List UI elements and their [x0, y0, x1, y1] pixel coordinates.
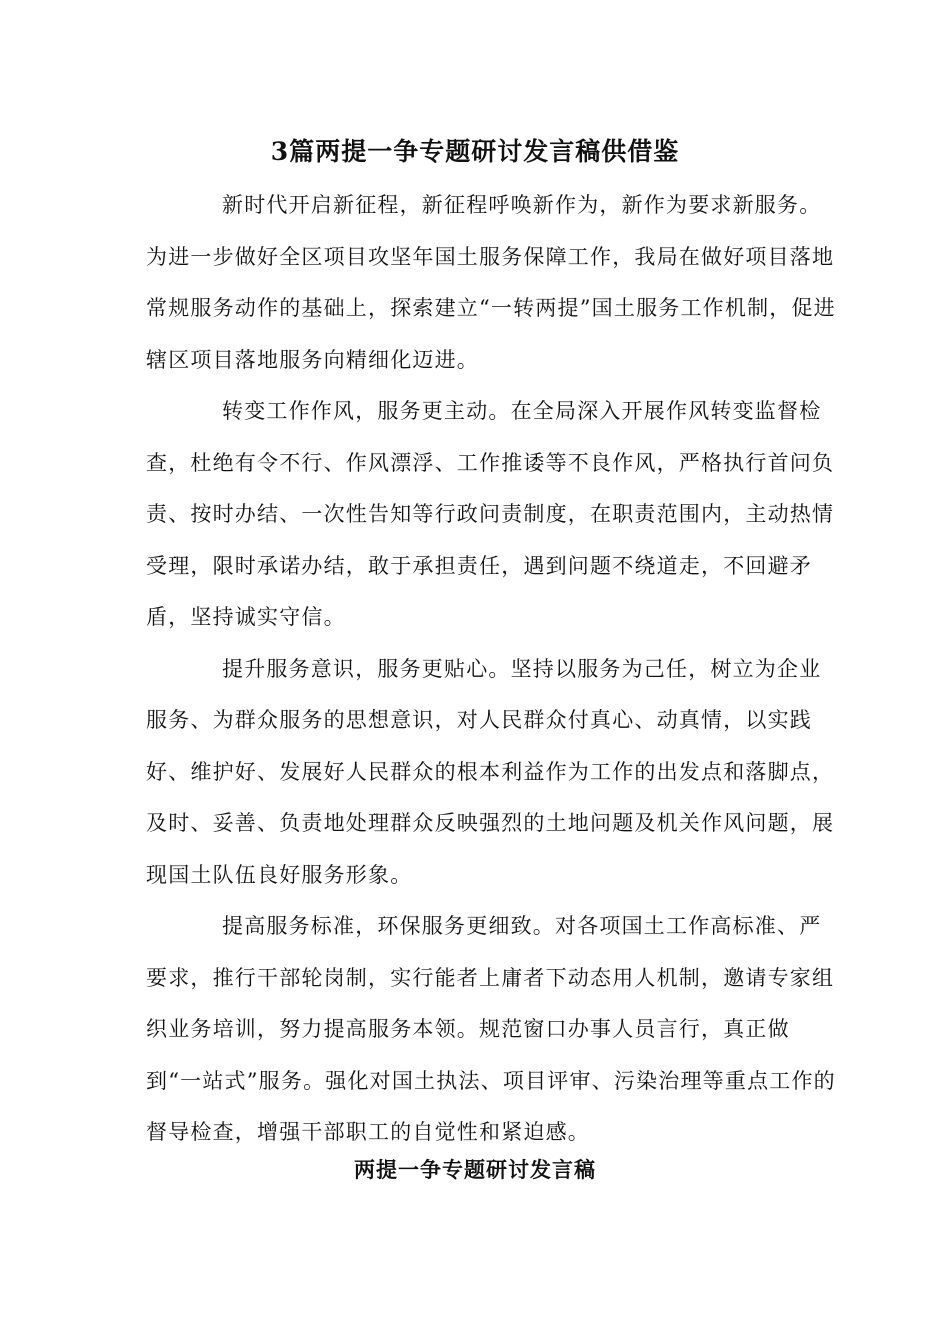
paragraph-service-awareness: 提升服务意识，服务更贴心。坚持以服务为己任，树立为企业服务、为群众服务的思想意识，对人民群众付真心、动真情，以实践好、维护好、发展好人民群众的根本利益作为工作的出发点和落脚点，及时、妥善、负责地处理群众反映强烈的土地问题及机关作风问题，展现国土队伍良好服务形象。: [146, 656, 835, 887]
document-body: [146, 180, 836, 1159]
paragraph-work-style: 转变工作作风，服务更主动。在全局深入开展作风转变监督检查，杜绝有令不行、作风漂浮、工作推诿等不良作风，严格执行首问负责、按时办结、一次性告知等行政问责制度，在职责范围内，主动热情受理，限时承诺办结，敢于承担责任，遇到问题不绕道走，不回避矛盾，坚持诚实守信。: [146, 399, 835, 629]
section-title: 两提一争专题研讨发言稿: [354, 1157, 596, 1182]
paragraph-intro: 新时代开启新征程，新征程呼唤新作为，新作为要求新服务。为进一步做好全区项目攻坚年国土服务保障工作，我局在做好项目落地常规服务动作的基础上，探索建立“一转两提”国土服务工作机制，促进辖区项目落地服务向精细化迈进。: [146, 193, 836, 372]
paragraph-service-standard: 提高服务标准，环保服务更细致。对各项国土工作高标准、严要求，推行干部轮岗制，实行能者上庸者下动态用人机制，邀请专家组织业务培训，努力提高服务本领。规范窗口办事人员言行，真正做到“一站式”服务。强化对国土执法、项目评审、污染治理等重点工作的督导检查，增强干部职工的自觉性和紧迫感。: [146, 914, 836, 1144]
document-title: 3篇两提一争专题研讨发言稿供借鉴: [270, 137, 680, 166]
